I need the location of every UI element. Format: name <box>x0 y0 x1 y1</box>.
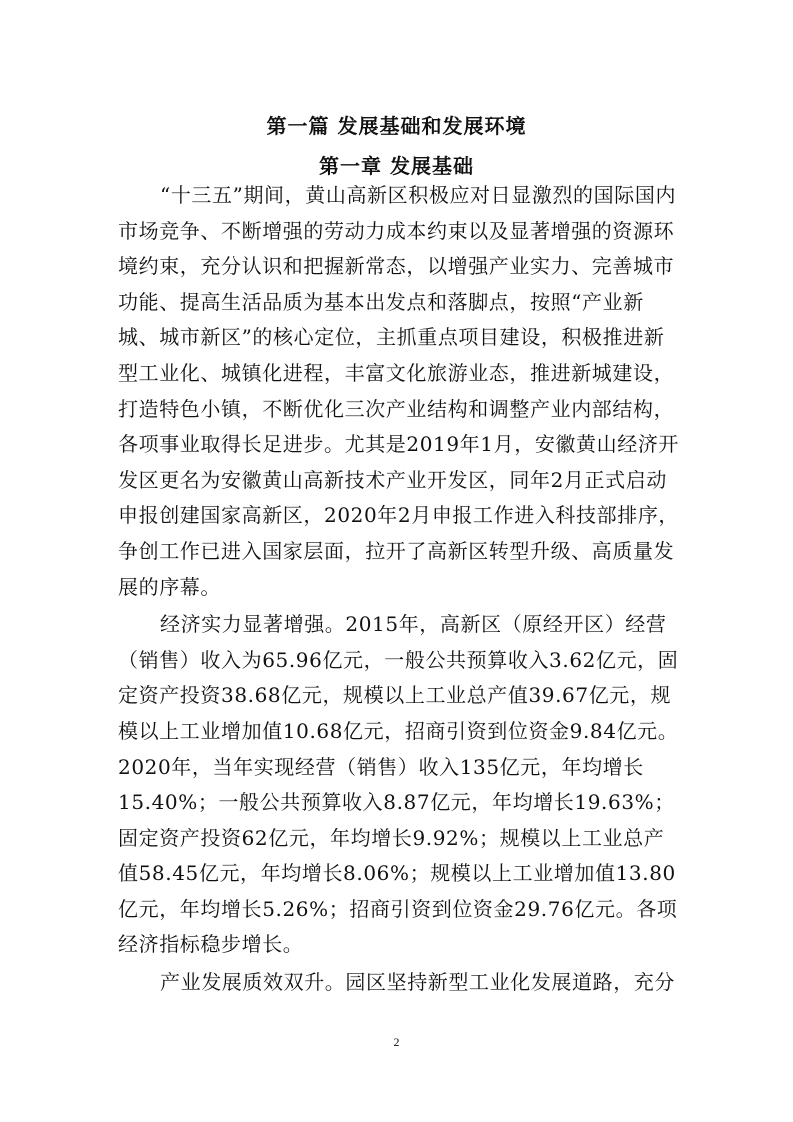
page-number: 2 <box>393 1035 400 1049</box>
paragraph-industry-development: 产业发展质效双升。园区坚持新型工业化发展道路，充分 <box>160 970 675 995</box>
paragraph-economic-strength: 经济实力显著增强。2015年，高新区（原经开区）经营（销售）收入为65.96亿元，一般公共预算收入3.62亿元，固定资产投资38.68亿元，规模以上工业总产值39.67亿元，规模以上工业增加值10.68亿元，招商引资到位资金9.84亿元。2020年，当年实现经营（销售）收入135亿元，年均增长15.40%；一般公共预算收入8.87亿元，年均增长19.63%；固定资产投资62亿元，年均增长9.92%；规模以上工业总产值58.45亿元，年均增长8.06%；规模以上工业增加值13.80亿元，年均增长5.26%；招商引资到位资金29.76亿元。各项经济指标稳步增长。 <box>118 612 679 957</box>
part-title: 第一篇 发展基础和发展环境 <box>266 114 527 138</box>
paragraph-overview: “十三五”期间，黄山高新区积极应对日显激烈的国际国内市场竞争、不断增强的劳动力成本约束以及显著增强的资源环境约束，充分认识和把握新常态，以增强产业实力、完善城市功能、提高生活品质为基本出发点和落脚点，按照“产业新城、城市新区”的核心定位，主抓重点项目建设，积极推进新型工业化、城镇化进程，丰富文化旅游业态，推进新城建设，打造特色小镇，不断优化三次产业结构和调整产业内部结构，各项事业取得长足进步。尤其是2019年1月，安徽黄山经济开发区更名为安徽黄山高新技术产业开发区，同年2月正式启动申报创建国家高新区，2020年2月申报工作进入科技部排序，争创工作已进入国家层面，拉开了高新区转型升级、高质量发展的序幕。 <box>118 183 680 599</box>
body-text <box>118 178 680 1003</box>
chapter-title: 第一章 发展基础 <box>319 154 474 178</box>
